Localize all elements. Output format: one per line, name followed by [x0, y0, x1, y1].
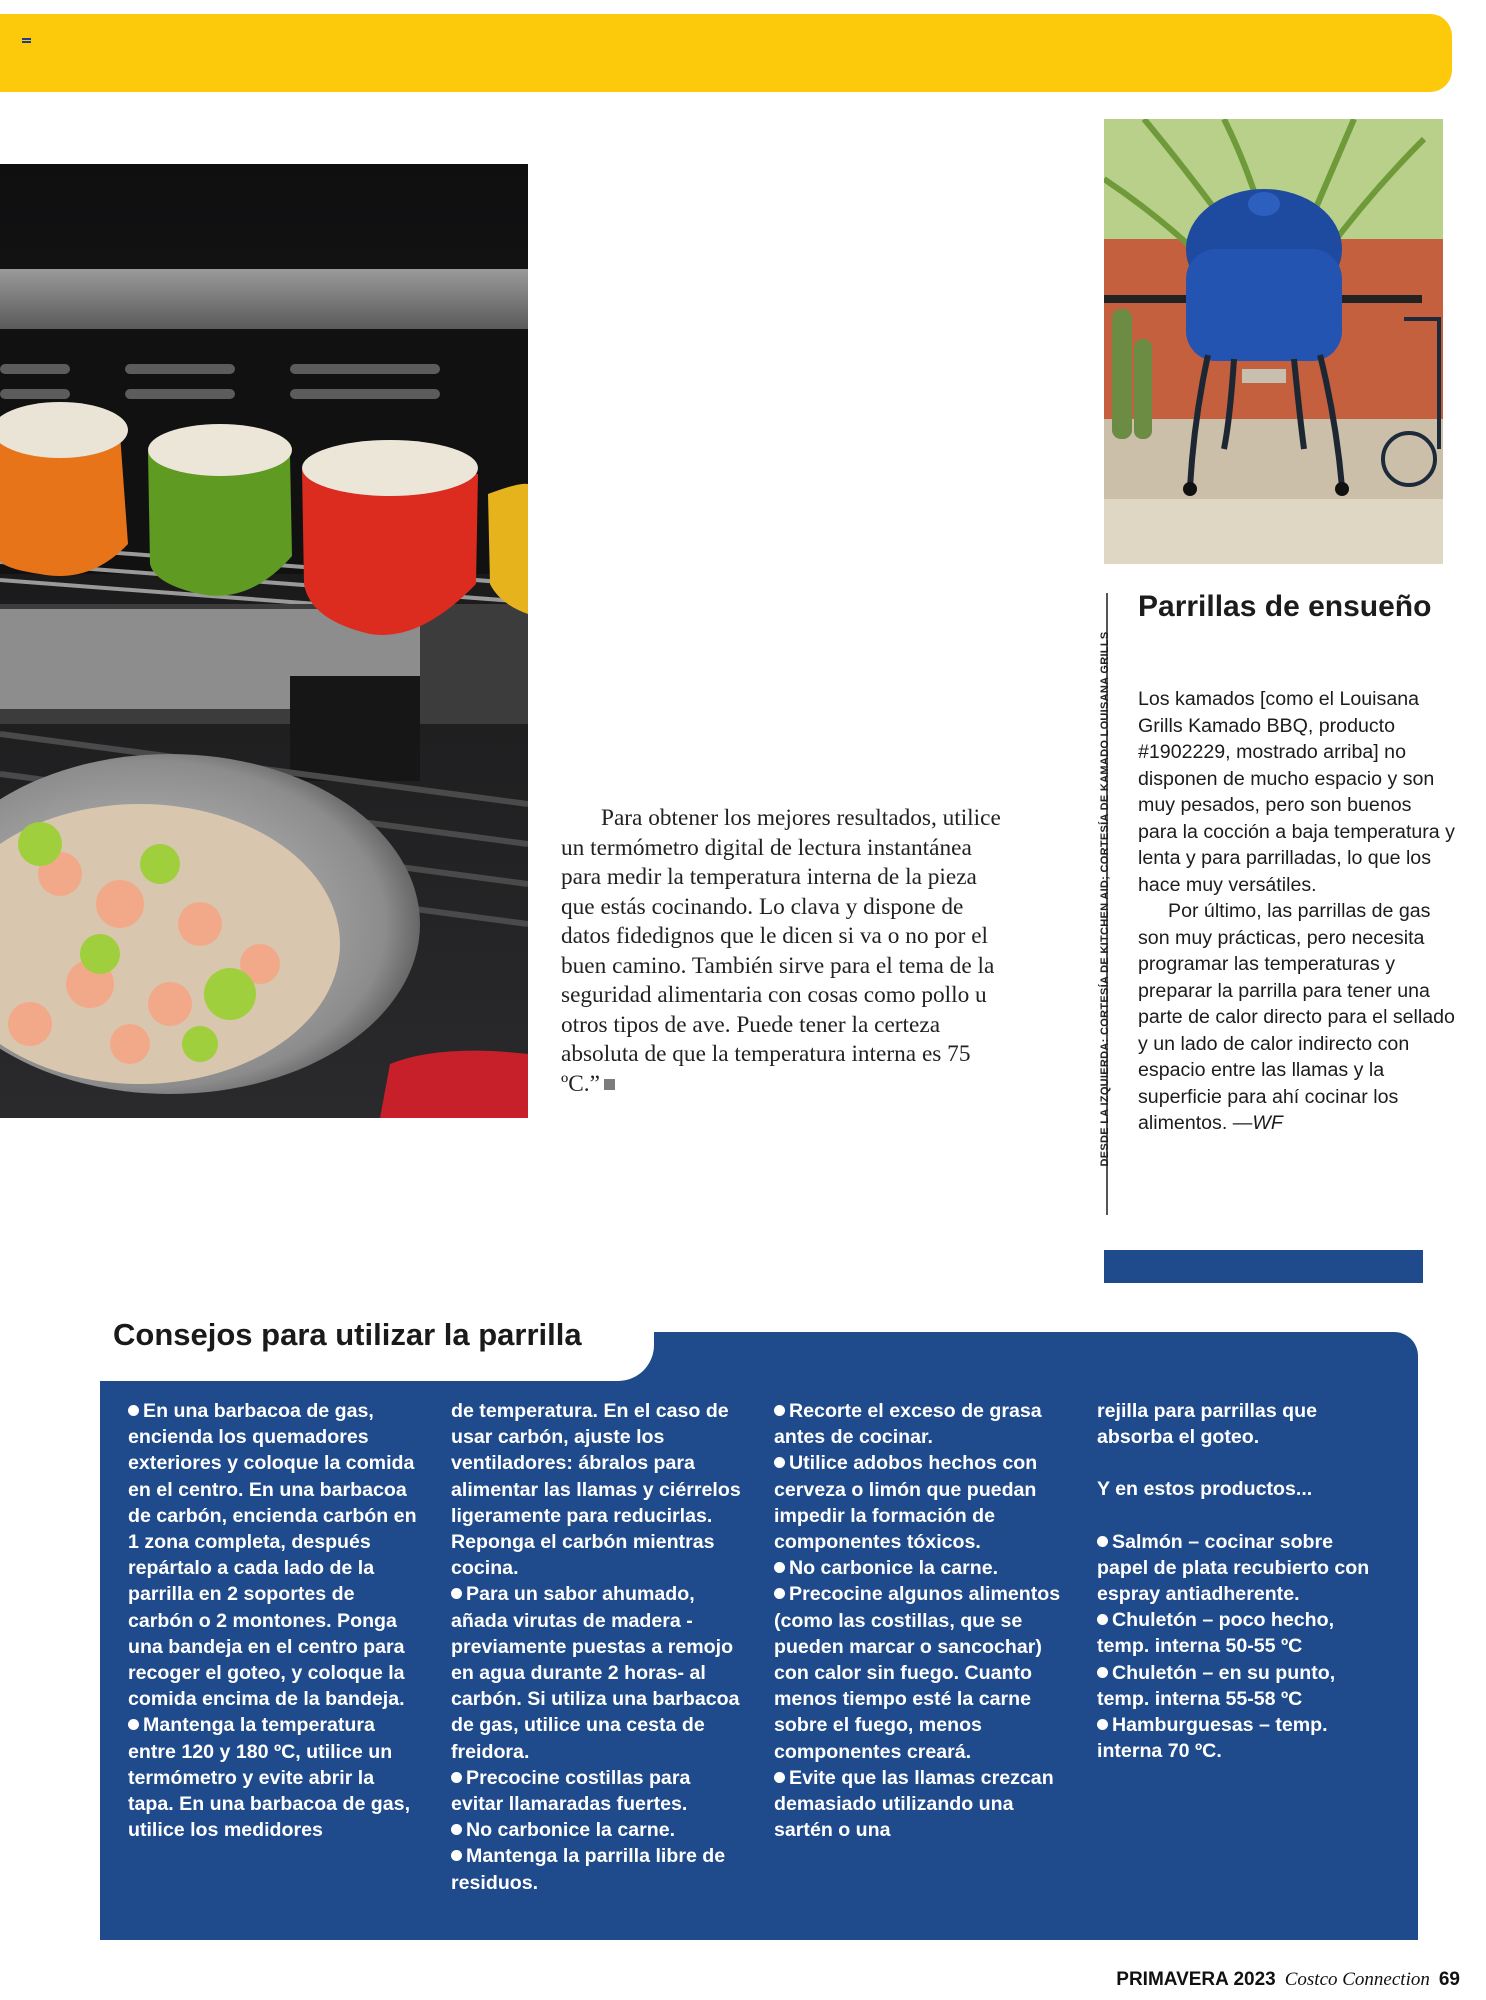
tip-item: Evite que las llamas crezcan demasiado utilizando una sartén o una	[774, 1766, 1054, 1842]
sidebar-title: Parrillas de ensueño	[1138, 590, 1432, 623]
quote-text: Para obtener los mejores resultados, utilice un termómetro digital de lectura instantánea para medir la temperatura interna de la pieza que estás cocinando. Lo clava y dispone de datos fidedignos que le dicen si va o no por el buen camino. También sirve para el tema de la seguridad alimentaria con cosas como pollo u otros tipos de ave. Puede tener la certeza absoluta de que la temperatura interna es 75 ºC.”	[561, 805, 1001, 1097]
accent-bar	[1104, 1250, 1423, 1283]
tips-column-3	[774, 1398, 1064, 1843]
author-signature: —WF	[1232, 1112, 1283, 1134]
tip-item: Precocine costillas para evitar llamaradas fuertes.	[451, 1766, 691, 1816]
tip-continuation: rejilla para parrillas que absorba el goteo.	[1097, 1400, 1317, 1449]
tip-item: Salmón – cocinar sobre papel de plata recubierto con espray antiadherente.	[1097, 1530, 1370, 1606]
photo-credit-text: DESDE LA IZQUIERDA: CORTESÍA DE KITCHEN AID; CORTESÍA DE KAMADO LOUISANA GRILLS	[1099, 631, 1111, 1167]
bullet-icon	[128, 1719, 139, 1730]
bullet-icon	[451, 1824, 462, 1835]
bullet-icon	[1097, 1719, 1108, 1730]
bullet-icon	[774, 1562, 785, 1573]
tips-column-2	[451, 1398, 741, 1896]
tips-column-1	[128, 1398, 418, 1843]
bullet-icon	[451, 1850, 462, 1861]
tip-item: Precocine algunos alimentos (como las costillas, que se pueden marcar o sancochar) con calor sin fuego. Cuanto menos tiempo esté la carne sobre el fuego, menos componentes creará.	[774, 1583, 1061, 1763]
header-bar	[0, 14, 1452, 92]
bullet-icon	[774, 1588, 785, 1599]
sidebar-paragraph-text: Por último, las parrillas de gas son muy prácticas, pero necesita programar las temperaturas y preparar la parrilla para tener una parte de calor directo para el sellado y un lado de calor indirecto con espacio entre las llamas y la superficie para ahí cocinar los alimentos.	[1138, 900, 1455, 1134]
bullet-icon	[128, 1405, 139, 1416]
bullet-icon	[1097, 1667, 1108, 1678]
bullet-icon	[1097, 1536, 1108, 1547]
products-intro: Y en estos productos...	[1097, 1478, 1313, 1501]
tip-item: No carbonice la carne.	[451, 1817, 741, 1843]
bullet-icon	[774, 1405, 785, 1416]
page-footer	[1116, 1968, 1460, 1991]
tip-item: En una barbacoa de gas, encienda los quemadores exteriores y coloque la comida en el centro. En una barbacoa de carbón, encienda carbón en 1 zona completa, después repártalo a cada lado de la parrilla en 2 soportes de carbón o 2 montones. Ponga una bandeja en el centro para recoger el goteo, y coloque la comida encima de la bandeja.	[128, 1400, 417, 1711]
bullet-icon	[451, 1588, 462, 1599]
tip-item: Para un sabor ahumado, añada virutas de madera -previamente puestas a remojo en agua durante 2 horas- al carbón. Si utiliza una barbacoa de gas, utilice una cesta de freidora.	[451, 1583, 740, 1763]
magazine-name: Costco Connection	[1284, 1969, 1430, 1990]
tip-item: No carbonice la carne.	[774, 1555, 1064, 1581]
tip-item: Chuletón – poco hecho, temp. interna 50-55 ºC	[1097, 1609, 1335, 1658]
grilled-peppers-photo	[0, 164, 528, 1118]
tip-continuation: de temperatura. En el caso de usar carbón, ajuste los ventiladores: ábralos para alimentar las llamas y ciérrelos ligeramente para reducirlas. Reponga el carbón mientras cocina.	[451, 1400, 741, 1580]
sidebar-paragraph	[1138, 898, 1456, 1137]
tip-item: Mantenga la temperatura entre 120 y 180 ºC, utilice un termómetro y evite abrir la tapa. En una barbacoa de gas, utilice los medidores	[128, 1714, 411, 1842]
kamado-grill-photo	[1104, 119, 1443, 564]
tip-item: Utilice adobos hechos con cerveza o limón que puedan impedir la formación de componentes tóxicos.	[774, 1452, 1038, 1554]
photo-credit	[1095, 593, 1115, 1215]
pull-quote	[561, 804, 1011, 1099]
bullet-icon	[774, 1457, 785, 1468]
tip-item: Hamburguesas – temp. interna 70 ºC.	[1097, 1714, 1328, 1763]
end-mark-icon	[604, 1079, 615, 1090]
page-number: 69	[1438, 1969, 1460, 1990]
tips-column-4	[1097, 1398, 1387, 1764]
sidebar-body	[1138, 686, 1456, 1137]
tip-item: Mantenga la parrilla libre de residuos.	[451, 1845, 726, 1894]
tip-item: Chuletón – en su punto, temp. interna 55-58 ºC	[1097, 1661, 1336, 1710]
issue-season: PRIMAVERA 2023	[1116, 1969, 1276, 1990]
bullet-icon	[1097, 1614, 1108, 1625]
tip-item: Recorte el exceso de grasa antes de cocinar.	[774, 1400, 1042, 1449]
sidebar-paragraph: Los kamados [como el Louisana Grills Kamado BBQ, producto #1902229, mostrado arriba] no disponen de mucho espacio y son muy pesados, pero son buenos para la cocción a baja temperatura y lenta y para parrilladas, lo que los hace muy versátiles.	[1138, 688, 1455, 896]
bullet-icon	[774, 1772, 785, 1783]
bullet-icon	[451, 1772, 462, 1783]
flag-icon	[22, 38, 31, 45]
tips-title: Consejos para utilizar la parrilla	[113, 1317, 582, 1352]
